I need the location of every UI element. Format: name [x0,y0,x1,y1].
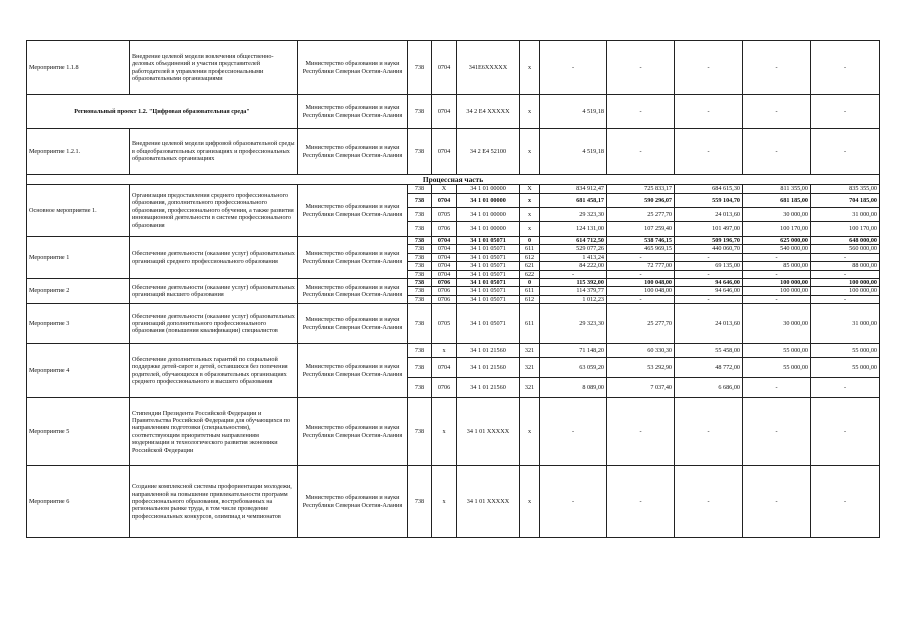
target-article-code: 34 1 01 05071 [457,245,520,253]
value-2019: 29 323,30 [540,304,607,344]
measure-description: Обеспечение деятельности (оказание услуг) образовательных организаций дополнительного профессионального образования (повышения квалификации) специалистов [130,304,298,344]
value-2023: - [811,41,880,95]
measure-description: Создание комплексной системы профориентации молодежи, направленной на повышение привлекательности программ профессионального образования, востребованных на региональном рынке труда, в том числе проведение профессиональных конкурсов, олимпиад и чемпионатов [130,466,298,538]
value-2022: - [743,129,811,175]
grbs-code: 738 [408,398,432,466]
value-2020: 725 833,17 [607,185,675,194]
target-article-code: 34 1 01 05071 [457,279,520,287]
value-2021: - [675,295,743,303]
expense-type-code: 611 [520,245,540,253]
table-row [27,398,880,466]
measure-description: Обеспечение деятельности (оказание услуг) образовательных организаций среднего профессионального образования [130,237,298,279]
expense-type-code: 612 [520,253,540,261]
section-code: 0705 [432,208,457,222]
target-article-code: 34 1 01 21560 [457,378,520,398]
measure-name: Основное мероприятие 1. [27,185,130,237]
section-code: 0704 [432,262,457,270]
expense-type-code: 611 [520,304,540,344]
measure-description: Обеспечение дополнительных гарантий по социальной поддержке детей-сирот и детей, оставшихся без попечения родителей, обучающихся в образовательных организациях среднего профессионального и высшего образования [130,344,298,398]
responsible-executor: Министерство образования и науки Республики Северная Осетия-Алания [298,398,408,466]
table-row [27,344,880,358]
value-2020: - [607,270,675,278]
value-2020: - [607,466,675,538]
value-2022: - [743,253,811,261]
value-2021: - [675,398,743,466]
value-2023: - [811,95,880,129]
value-2022: - [743,398,811,466]
value-2020: 53 292,90 [607,358,675,378]
value-2021: 101 497,00 [675,222,743,237]
expense-type-code: х [520,129,540,175]
table-row [27,466,880,538]
section-code: 0706 [432,279,457,287]
measure-name: Мероприятие 6 [27,466,130,538]
value-2021: - [675,95,743,129]
value-2019: 681 458,17 [540,194,607,208]
value-2021: 24 013,60 [675,304,743,344]
value-2019: 614 712,50 [540,237,607,245]
value-2021: 55 458,00 [675,344,743,358]
expense-type-code: х [520,41,540,95]
value-2020: - [607,41,675,95]
grbs-code: 738 [408,237,432,245]
table-row [27,41,880,95]
grbs-code: 738 [408,270,432,278]
responsible-executor: Министерство образования и науки Республики Северная Осетия-Алания [298,129,408,175]
expense-type-code: х [520,398,540,466]
value-2019: 29 323,30 [540,208,607,222]
value-2020: 7 037,40 [607,378,675,398]
value-2020: 100 048,00 [607,287,675,295]
expense-type-code: х [520,95,540,129]
value-2019: 4 519,18 [540,129,607,175]
value-2020: - [607,95,675,129]
section-code: 0706 [432,222,457,237]
target-article-code: 34 2 E4 52100 [457,129,520,175]
expense-type-code: 612 [520,295,540,303]
target-article-code: 34 1 01 XXXXX [457,466,520,538]
table-body [27,41,880,538]
value-2023: 88 000,00 [811,262,880,270]
value-2022: - [743,378,811,398]
value-2023: 835 355,00 [811,185,880,194]
value-2022: 30 000,00 [743,304,811,344]
value-2023: 704 185,00 [811,194,880,208]
grbs-code: 738 [408,378,432,398]
value-2021: 94 646,00 [675,287,743,295]
grbs-code: 738 [408,253,432,261]
section-code: 0704 [432,41,457,95]
target-article-code: 34 1 01 00000 [457,194,520,208]
value-2019: - [540,41,607,95]
grbs-code: 738 [408,358,432,378]
grbs-code: 738 [408,208,432,222]
grbs-code: 738 [408,295,432,303]
table-row [27,129,880,175]
value-2021: 440 060,70 [675,245,743,253]
expense-type-code: 321 [520,378,540,398]
value-2021: 559 104,70 [675,194,743,208]
value-2022: 625 000,00 [743,237,811,245]
value-2023: 31 000,00 [811,208,880,222]
value-2021: - [675,466,743,538]
value-2022: 681 185,00 [743,194,811,208]
grbs-code: 738 [408,262,432,270]
responsible-executor: Министерство образования и науки Республики Северная Осетия-Алания [298,41,408,95]
section-code: 0706 [432,378,457,398]
value-2022: 100 170,00 [743,222,811,237]
value-2019: - [540,466,607,538]
value-2019: 1 413,24 [540,253,607,261]
value-2019: 114 379,77 [540,287,607,295]
value-2023: 55 000,00 [811,358,880,378]
section-code: 0704 [432,253,457,261]
section-code: 0705 [432,304,457,344]
section-title: Процессная часть [27,175,880,185]
value-2020: 100 048,00 [607,279,675,287]
target-article-code: 34 1 01 05071 [457,287,520,295]
value-2021: - [675,41,743,95]
section-code: 0706 [432,287,457,295]
value-2022: 811 355,00 [743,185,811,194]
value-2023: 100 000,00 [811,287,880,295]
responsible-executor: Министерство образования и науки Республики Северная Осетия-Алания [298,344,408,398]
value-2023: - [811,295,880,303]
expense-type-code: 0 [520,237,540,245]
value-2019: 529 077,26 [540,245,607,253]
table-row [27,304,880,344]
expense-type-code: 321 [520,344,540,358]
value-2021: 6 686,00 [675,378,743,398]
section-code: 0704 [432,129,457,175]
value-2022: 85 000,00 [743,262,811,270]
target-article-code: 34 2 E4 XXXXX [457,95,520,129]
value-2020: 60 330,30 [607,344,675,358]
value-2020: 590 296,07 [607,194,675,208]
value-2022: 540 000,00 [743,245,811,253]
target-article-code: 34 1 01 XXXXX [457,398,520,466]
project-title: Региональный проект 1.2. "Цифровая образовательная среда" [27,95,298,129]
responsible-executor: Министерство образования и науки Республики Северная Осетия-Алания [298,279,408,304]
value-2022: 100 000,00 [743,279,811,287]
value-2023: 100 000,00 [811,279,880,287]
expense-type-code: х [520,208,540,222]
value-2023: 31 000,00 [811,304,880,344]
value-2022: - [743,95,811,129]
value-2019: 124 131,00 [540,222,607,237]
grbs-code: 738 [408,344,432,358]
value-2021: 94 646,00 [675,279,743,287]
measure-description: Организация предоставления среднего профессионального образования, дополнительного профессионального образования, профессионального обучения, а также развития инновационной деятельности в системе профессионального образования [130,185,298,237]
value-2019: - [540,270,607,278]
budget-table [26,40,880,538]
measure-name: Мероприятие 2 [27,279,130,304]
value-2023: - [811,253,880,261]
section-row [27,175,880,185]
value-2020: 107 259,40 [607,222,675,237]
value-2023: 100 170,00 [811,222,880,237]
target-article-code: 34 1 01 00000 [457,222,520,237]
measure-name: Мероприятие 1.2.1. [27,129,130,175]
grbs-code: 738 [408,304,432,344]
grbs-code: 738 [408,466,432,538]
responsible-executor: Министерство образования и науки Республики Северная Осетия-Алания [298,237,408,279]
section-code: 0704 [432,95,457,129]
value-2021: 69 135,00 [675,262,743,270]
target-article-code: 34 1 01 05071 [457,295,520,303]
value-2019: 84 222,00 [540,262,607,270]
expense-type-code: х [520,222,540,237]
value-2021: - [675,129,743,175]
responsible-executor: Министерство образования и науки Республики Северная Осетия-Алания [298,185,408,237]
value-2022: 55 000,00 [743,358,811,378]
target-article-code: 34 1 01 05071 [457,270,520,278]
section-code: х [432,398,457,466]
grbs-code: 738 [408,185,432,194]
value-2019: 63 059,20 [540,358,607,378]
value-2020: 465 969,15 [607,245,675,253]
expense-type-code: х [520,466,540,538]
value-2023: 55 000,00 [811,344,880,358]
section-code: 0704 [432,245,457,253]
section-code: 0704 [432,237,457,245]
value-2023: - [811,398,880,466]
table-row [27,279,880,287]
measure-name: Мероприятие 1 [27,237,130,279]
value-2022: 30 000,00 [743,208,811,222]
expense-type-code: х [520,194,540,208]
target-article-code: 341E6XXXXX [457,41,520,95]
section-code: х [432,466,457,538]
value-2019: 71 148,20 [540,344,607,358]
value-2020: 538 746,15 [607,237,675,245]
section-code: 0704 [432,358,457,378]
value-2022: 55 000,00 [743,344,811,358]
value-2020: - [607,398,675,466]
section-code: 0704 [432,194,457,208]
value-2023: - [811,270,880,278]
value-2019: 1 012,23 [540,295,607,303]
value-2019: 4 519,18 [540,95,607,129]
grbs-code: 738 [408,95,432,129]
expense-type-code: 611 [520,287,540,295]
target-article-code: 34 1 01 00000 [457,185,520,194]
value-2022: - [743,41,811,95]
expense-type-code: Х [520,185,540,194]
grbs-code: 738 [408,287,432,295]
value-2023: - [811,378,880,398]
expense-type-code: 321 [520,358,540,378]
grbs-code: 738 [408,41,432,95]
measure-name: Мероприятие 1.1.8 [27,41,130,95]
value-2021: - [675,253,743,261]
value-2021: - [675,270,743,278]
value-2021: 24 013,60 [675,208,743,222]
responsible-executor: Министерство образования и науки Республики Северная Осетия-Алания [298,304,408,344]
responsible-executor: Министерство образования и науки Республики Северная Осетия-Алания [298,95,408,129]
value-2020: - [607,253,675,261]
table-row [27,95,880,129]
value-2021: 684 615,30 [675,185,743,194]
section-code: 0706 [432,295,457,303]
target-article-code: 34 1 01 05071 [457,237,520,245]
target-article-code: 34 1 01 00000 [457,208,520,222]
target-article-code: 34 1 01 05071 [457,262,520,270]
section-code: х [432,344,457,358]
value-2021: 48 772,00 [675,358,743,378]
expense-type-code: 0 [520,279,540,287]
table-row [27,237,880,245]
value-2023: 648 000,00 [811,237,880,245]
measure-name: Мероприятие 5 [27,398,130,466]
value-2020: 25 277,70 [607,208,675,222]
value-2019: 8 089,00 [540,378,607,398]
table-row [27,185,880,194]
grbs-code: 738 [408,222,432,237]
value-2023: 560 000,00 [811,245,880,253]
responsible-executor: Министерство образования и науки Республики Северная Осетия-Алания [298,466,408,538]
value-2020: - [607,295,675,303]
value-2022: - [743,270,811,278]
grbs-code: 738 [408,279,432,287]
value-2023: - [811,466,880,538]
grbs-code: 738 [408,129,432,175]
measure-description: Обеспечение деятельности (оказание услуг) образовательных организаций высшего образования [130,279,298,304]
value-2023: - [811,129,880,175]
value-2020: - [607,129,675,175]
section-code: Х [432,185,457,194]
value-2019: 834 912,47 [540,185,607,194]
target-article-code: 34 1 01 05071 [457,304,520,344]
target-article-code: 34 1 01 21560 [457,358,520,378]
target-article-code: 34 1 01 21560 [457,344,520,358]
value-2019: - [540,398,607,466]
grbs-code: 738 [408,245,432,253]
measure-name: Мероприятие 3 [27,304,130,344]
value-2022: - [743,466,811,538]
expense-type-code: 621 [520,262,540,270]
value-2021: 509 196,70 [675,237,743,245]
measure-description: Стипендии Президента Российской Федерации и Правительства Российской Федерации для обучающихся по направлениям подготовки (специальностям), соответствующим приоритетным направлениям модернизации и технологического развития экономики Российской Федерации [130,398,298,466]
expense-type-code: 622 [520,270,540,278]
grbs-code: 738 [408,194,432,208]
section-code: 0704 [432,270,457,278]
value-2022: 100 000,00 [743,287,811,295]
value-2020: 25 277,70 [607,304,675,344]
value-2020: 72 777,00 [607,262,675,270]
value-2022: - [743,295,811,303]
target-article-code: 34 1 01 05071 [457,253,520,261]
measure-description: Внедрение целевой модели цифровой образовательной среды в общеобразовательных организациях и профессиональных образовательных организациях [130,129,298,175]
value-2019: 115 392,00 [540,279,607,287]
measure-description: Внедрение целевой модели вовлечения общественно-деловых объединений и участия представителей работодателей в управлении профессиональными образовательными организациями [130,41,298,95]
measure-name: Мероприятие 4 [27,344,130,398]
